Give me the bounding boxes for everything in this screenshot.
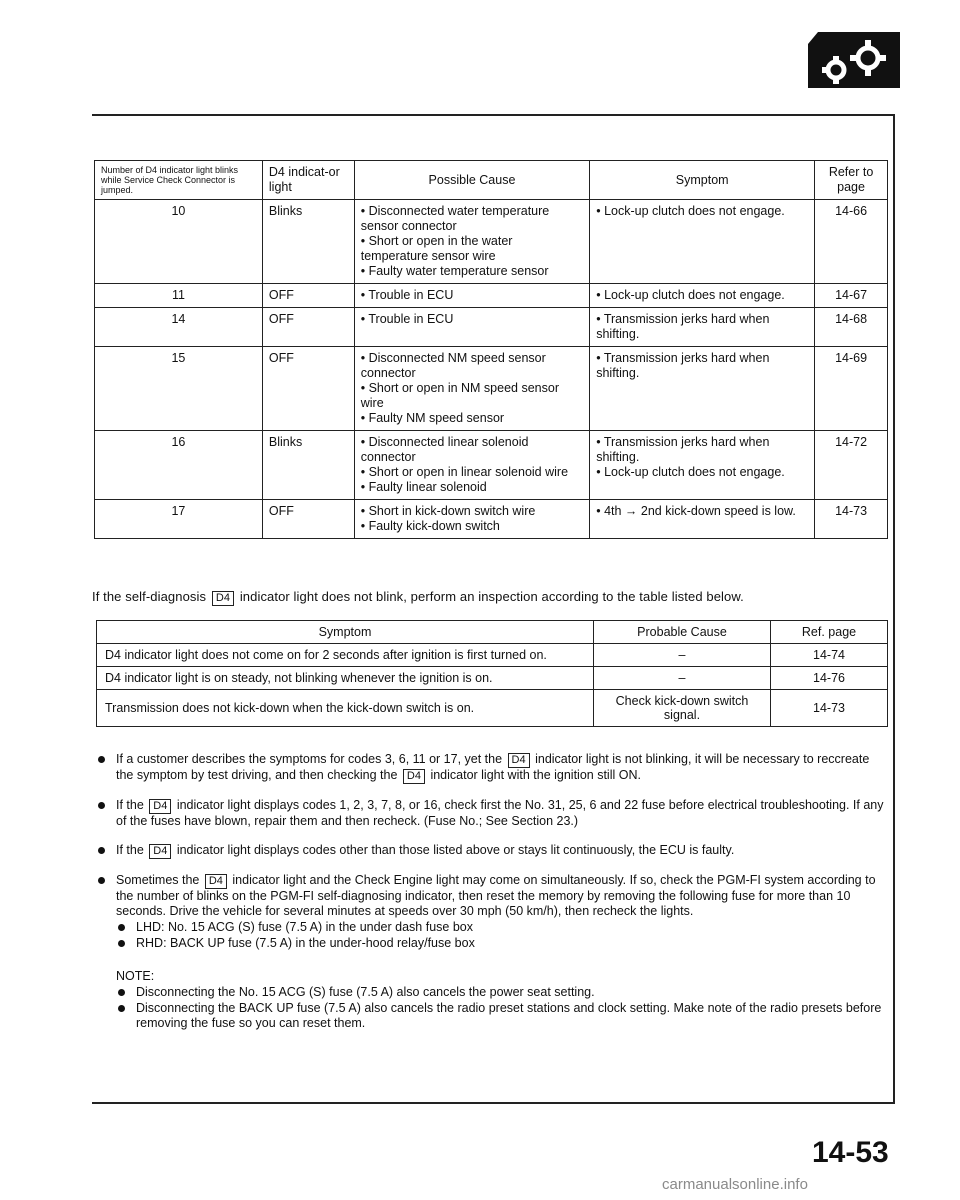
cause-cell (354, 347, 589, 431)
header-code: Number of D4 indicator light blinks while Service Check Connector is jumped. (95, 161, 263, 200)
symptom-cell (590, 200, 815, 284)
note-bullet-3 (96, 843, 888, 859)
cause-item: • Trouble in ECU (360, 312, 454, 326)
text: indicator light displays codes other than those listed above or stays lit continuously, the ECU is faulty. (176, 843, 735, 857)
text: indicator light and the Check Engine light may come on simultaneously. If so, check the PGM-FI system according to the number of blinks on the PGM-FI self-diagnosing indicator, then reset the memory by removing the following fuse for more than 10 seconds. Drive the vehicle for several minutes at speeds over 30 mph (50 km/h), then recheck the lights. (116, 873, 876, 918)
intro-paragraph (92, 589, 892, 606)
table-row (95, 431, 888, 500)
ref-cell: 14-66 (815, 200, 888, 284)
page-number: 14-53 (812, 1136, 889, 1169)
table-row (95, 308, 888, 347)
no-blink-inspection-table (96, 620, 888, 727)
cause-cell (354, 500, 589, 539)
d4-indicator-box: D4 (212, 591, 234, 606)
symptom-item: • Transmission jerks hard when shifting. (596, 435, 770, 464)
d4-indicator-box: D4 (205, 874, 227, 889)
text: If the (116, 843, 144, 857)
sub-bullet: RHD: BACK UP fuse (7.5 A) in the under-hood relay/fuse box (116, 936, 888, 951)
ref-cell: 14-68 (815, 308, 888, 347)
table-header-row (95, 161, 888, 200)
header-d4: D4 indicat-or light (262, 161, 354, 200)
symptom-cell (590, 284, 815, 308)
diagnostic-codes-table (94, 160, 888, 539)
table-row (95, 200, 888, 284)
notes-section (96, 752, 888, 1045)
header-ref: Refer to page (815, 161, 888, 200)
code-cell: 10 (95, 200, 263, 284)
cause-item: • Short in kick-down switch wire (360, 504, 536, 518)
cause-item: • Trouble in ECU (360, 288, 454, 302)
code-cell: 15 (95, 347, 263, 431)
cause-item: • Short or open in NM speed sensor wire (360, 381, 559, 410)
cause-item: • Short or open in linear solenoid wire (360, 465, 569, 479)
note-bullet-2 (96, 798, 888, 829)
gears-icon (808, 32, 900, 88)
cause-item: • Faulty NM speed sensor (360, 411, 505, 425)
header-ref-page: Ref. page (771, 621, 888, 644)
sub-bullet: LHD: No. 15 ACG (S) fuse (7.5 A) in the under dash fuse box (116, 920, 888, 935)
symptom-cell (590, 308, 815, 347)
cause-cell: – (594, 644, 771, 667)
cause-cell (354, 200, 589, 284)
symptom-cell: D4 indicator light is on steady, not blinking whenever the ignition is on. (97, 667, 594, 690)
ref-cell: 14-73 (815, 500, 888, 539)
symptom-item: • Transmission jerks hard when shifting. (596, 351, 770, 380)
ref-cell: 14-69 (815, 347, 888, 431)
ref-cell: 14-67 (815, 284, 888, 308)
cause-item: • Disconnected NM speed sensor connector (360, 351, 546, 380)
cause-cell: – (594, 667, 771, 690)
text: indicator light is not blinking, it will be necessary to reccreate the symptom by test driving, and then checking the (116, 752, 870, 782)
header-symptom: Symptom (590, 161, 815, 200)
table-row (95, 284, 888, 308)
cause-cell (354, 431, 589, 500)
ref-cell: 14-74 (771, 644, 888, 667)
header-cause: Possible Cause (354, 161, 589, 200)
d4-cell: Blinks (262, 200, 354, 284)
text: indicator light displays codes 1, 2, 3, 7, 8, or 16, check first the No. 31, 25, 6 and 22 fuse before electrical troubleshooting. If any of the fuses have blown, repair them and then recheck. (Fuse No.; See Section 23.) (116, 798, 884, 828)
note-title: NOTE: (116, 969, 155, 983)
table-row (97, 644, 888, 667)
symptom-cell (590, 500, 815, 539)
table-row (97, 667, 888, 690)
d4-indicator-box: D4 (149, 799, 171, 814)
code-cell: 17 (95, 500, 263, 539)
header-symptom: Symptom (97, 621, 594, 644)
cause-item: • Faulty linear solenoid (360, 480, 487, 494)
symptom-item: • Transmission jerks hard when shifting. (596, 312, 770, 341)
cause-item: • Faulty kick-down switch (360, 519, 500, 533)
code-cell: 16 (95, 431, 263, 500)
table-row (97, 690, 888, 727)
symptom-item: • Lock-up clutch does not engage. (596, 288, 785, 302)
symptom-cell (590, 431, 815, 500)
note-bullet-4 (96, 873, 888, 1031)
cause-item: • Short or open in the water temperature sensor wire (360, 234, 513, 263)
note-item: Disconnecting the BACK UP fuse (7.5 A) also cancels the radio preset stations and clock setting. Make note of the radio presets before removing the fuse so you can reset them. (116, 1001, 888, 1031)
note-bullet-1 (96, 752, 888, 784)
symptom-item: • Lock-up clutch does not engage. (596, 465, 785, 479)
code-cell: 11 (95, 284, 263, 308)
cause-item: • Faulty water temperature sensor (360, 264, 549, 278)
symptom-item: • Lock-up clutch does not engage. (596, 204, 785, 218)
symptom-item: • 4th → 2nd kick-down speed is low. (596, 504, 796, 518)
text: indicator light with the ignition still ON. (430, 768, 641, 782)
note-item: Disconnecting the No. 15 ACG (S) fuse (7.5 A) also cancels the power seat setting. (116, 985, 888, 1000)
d4-cell: OFF (262, 284, 354, 308)
symptom-cell: Transmission does not kick-down when the kick-down switch is on. (97, 690, 594, 727)
bottom-rule (92, 1102, 894, 1104)
ref-cell: 14-73 (771, 690, 888, 727)
d4-indicator-box: D4 (149, 844, 171, 859)
right-rule (893, 114, 895, 1104)
intro-text-after: indicator light does not blink, perform an inspection according to the table listed below. (239, 589, 744, 604)
table-header-row (97, 621, 888, 644)
ref-cell: 14-76 (771, 667, 888, 690)
code-cell: 14 (95, 308, 263, 347)
top-rule (92, 114, 894, 116)
table-row (95, 347, 888, 431)
ref-cell: 14-72 (815, 431, 888, 500)
d4-cell: Blinks (262, 431, 354, 500)
symptom-cell (590, 347, 815, 431)
d4-cell: OFF (262, 347, 354, 431)
text: If the (116, 798, 144, 812)
cause-item: • Disconnected water temperature sensor connector (360, 204, 550, 233)
table-row (95, 500, 888, 539)
cause-cell (354, 308, 589, 347)
text: If a customer describes the symptoms for codes 3, 6, 11 or 17, yet the (116, 752, 503, 766)
d4-cell: OFF (262, 500, 354, 539)
d4-cell: OFF (262, 308, 354, 347)
symptom-cell: D4 indicator light does not come on for 2 seconds after ignition is first turned on. (97, 644, 594, 667)
cause-cell (354, 284, 589, 308)
watermark: carmanualsonline.info (662, 1176, 808, 1193)
cause-item: • Disconnected linear solenoid connector (360, 435, 529, 464)
intro-text-before: If the self-diagnosis (92, 589, 207, 604)
d4-indicator-box: D4 (403, 769, 425, 784)
text: Sometimes the (116, 873, 200, 887)
header-probable-cause: Probable Cause (594, 621, 771, 644)
d4-indicator-box: D4 (508, 753, 530, 768)
cause-cell: Check kick-down switch signal. (594, 690, 771, 727)
